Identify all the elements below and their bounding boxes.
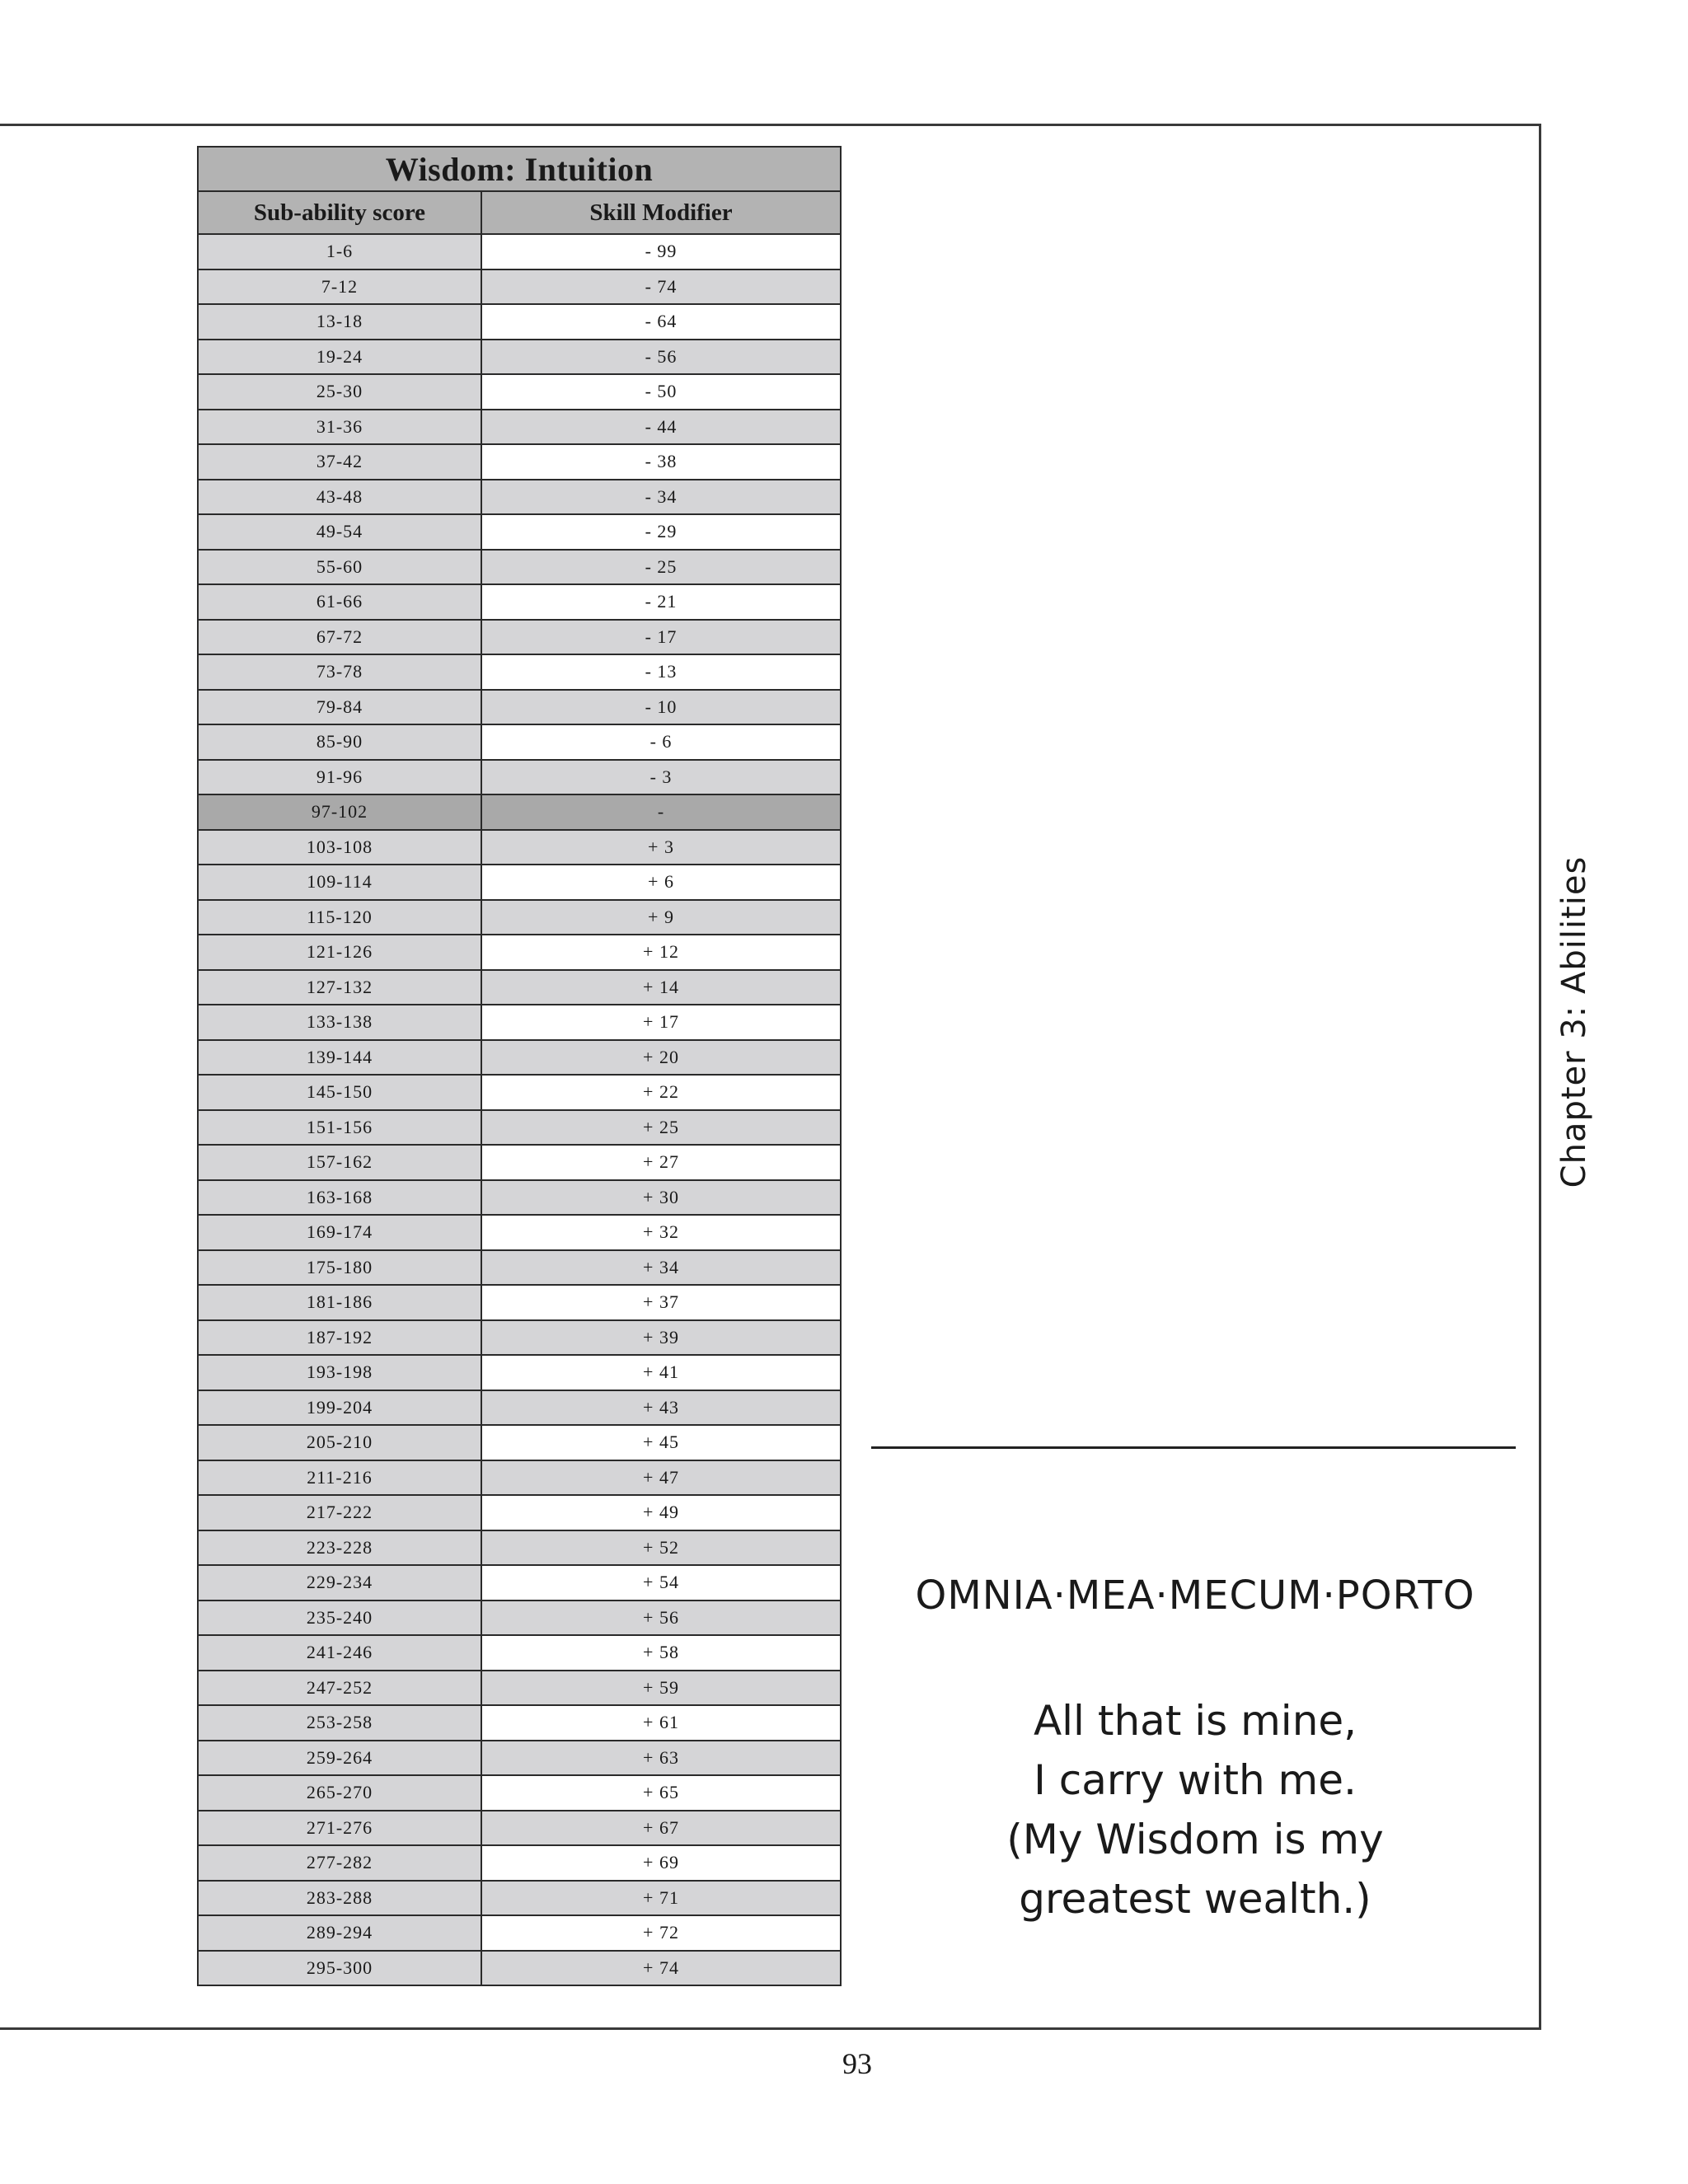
skill-modifier-cell: - 29 bbox=[481, 514, 841, 550]
skill-modifier-cell: + 69 bbox=[481, 1845, 841, 1881]
skill-modifier-cell: - 13 bbox=[481, 654, 841, 690]
table-row bbox=[198, 1881, 841, 1916]
score-range-cell: 109-114 bbox=[198, 865, 481, 900]
table-body bbox=[198, 234, 841, 1985]
skill-modifier-cell: + 72 bbox=[481, 1915, 841, 1951]
skill-modifier-cell: + 30 bbox=[481, 1180, 841, 1216]
score-range-cell: 31-36 bbox=[198, 410, 481, 445]
score-range-cell: 211-216 bbox=[198, 1460, 481, 1496]
score-range-cell: 205-210 bbox=[198, 1425, 481, 1460]
score-range-cell: 151-156 bbox=[198, 1110, 481, 1146]
table-row bbox=[198, 760, 841, 795]
score-range-cell: 13-18 bbox=[198, 304, 481, 340]
score-range-cell: 121-126 bbox=[198, 935, 481, 970]
table-row bbox=[198, 1460, 841, 1496]
wisdom-intuition-table bbox=[197, 146, 842, 1986]
score-range-cell: 19-24 bbox=[198, 340, 481, 375]
score-range-cell: 61-66 bbox=[198, 584, 481, 620]
score-range-cell: 199-204 bbox=[198, 1390, 481, 1426]
motto-translation bbox=[857, 1691, 1533, 1929]
table-title: Wisdom: Intuition bbox=[198, 147, 841, 191]
score-range-cell: 217-222 bbox=[198, 1495, 481, 1530]
table-row bbox=[198, 1565, 841, 1601]
table-row bbox=[198, 1040, 841, 1076]
table-row bbox=[198, 1110, 841, 1146]
score-range-cell: 25-30 bbox=[198, 374, 481, 410]
table-row bbox=[198, 830, 841, 865]
page-frame-top-rule bbox=[0, 124, 1541, 126]
table-title-row bbox=[198, 147, 841, 191]
score-range-cell: 289-294 bbox=[198, 1915, 481, 1951]
table-row bbox=[198, 1811, 841, 1846]
score-range-cell: 193-198 bbox=[198, 1355, 481, 1390]
skill-modifier-cell: + 61 bbox=[481, 1705, 841, 1741]
skill-modifier-cell: + 49 bbox=[481, 1495, 841, 1530]
skill-modifier-cell: - 6 bbox=[481, 724, 841, 760]
score-range-cell: 271-276 bbox=[198, 1811, 481, 1846]
table-row bbox=[198, 269, 841, 305]
skill-modifier-cell: + 56 bbox=[481, 1601, 841, 1636]
skill-modifier-cell: + 43 bbox=[481, 1390, 841, 1426]
table-row bbox=[198, 654, 841, 690]
score-range-cell: 253-258 bbox=[198, 1705, 481, 1741]
skill-modifier-cell: + 37 bbox=[481, 1285, 841, 1320]
table-row bbox=[198, 444, 841, 480]
wisdom-intuition-table-container bbox=[197, 146, 840, 1986]
table-row bbox=[198, 620, 841, 655]
column-header-score: Sub-ability score bbox=[198, 191, 481, 234]
score-range-cell: 139-144 bbox=[198, 1040, 481, 1076]
skill-modifier-cell: + 45 bbox=[481, 1425, 841, 1460]
chapter-label-text: Chapter 3: Abilities bbox=[1555, 855, 1593, 1188]
score-range-cell: 43-48 bbox=[198, 480, 481, 515]
score-range-cell: 265-270 bbox=[198, 1775, 481, 1811]
score-range-cell: 7-12 bbox=[198, 269, 481, 305]
score-range-cell: 115-120 bbox=[198, 900, 481, 935]
score-range-cell: 235-240 bbox=[198, 1601, 481, 1636]
skill-modifier-cell: + 39 bbox=[481, 1320, 841, 1356]
skill-modifier-cell: + 65 bbox=[481, 1775, 841, 1811]
score-range-cell: 1-6 bbox=[198, 234, 481, 269]
score-range-cell: 283-288 bbox=[198, 1881, 481, 1916]
table-row bbox=[198, 304, 841, 340]
skill-modifier-cell: + 6 bbox=[481, 865, 841, 900]
skill-modifier-cell: + 54 bbox=[481, 1565, 841, 1601]
table-row bbox=[198, 1250, 841, 1286]
skill-modifier-cell: + 25 bbox=[481, 1110, 841, 1146]
skill-modifier-cell: + 52 bbox=[481, 1530, 841, 1566]
score-range-cell: 295-300 bbox=[198, 1951, 481, 1986]
skill-modifier-cell: + 27 bbox=[481, 1145, 841, 1180]
skill-modifier-cell: - 56 bbox=[481, 340, 841, 375]
table-row bbox=[198, 1495, 841, 1530]
score-range-cell: 223-228 bbox=[198, 1530, 481, 1566]
table-row bbox=[198, 340, 841, 375]
skill-modifier-cell: + 58 bbox=[481, 1635, 841, 1671]
skill-modifier-cell: + 14 bbox=[481, 970, 841, 1005]
skill-modifier-cell: - 50 bbox=[481, 374, 841, 410]
table-row bbox=[198, 1705, 841, 1741]
skill-modifier-cell: - 44 bbox=[481, 410, 841, 445]
skill-modifier-cell: - 10 bbox=[481, 690, 841, 725]
skill-modifier-cell: + 59 bbox=[481, 1671, 841, 1706]
translation-line: greatest wealth.) bbox=[1019, 1875, 1372, 1923]
skill-modifier-cell: - 34 bbox=[481, 480, 841, 515]
score-range-cell: 163-168 bbox=[198, 1180, 481, 1216]
table-row bbox=[198, 1180, 841, 1216]
table-row bbox=[198, 1145, 841, 1180]
skill-modifier-cell: + 34 bbox=[481, 1250, 841, 1286]
table-row bbox=[198, 374, 841, 410]
table-row bbox=[198, 1671, 841, 1706]
skill-modifier-cell: + 67 bbox=[481, 1811, 841, 1846]
score-range-cell: 247-252 bbox=[198, 1671, 481, 1706]
table-row bbox=[198, 1285, 841, 1320]
score-range-cell: 79-84 bbox=[198, 690, 481, 725]
page-frame-right-rule bbox=[1539, 124, 1541, 2030]
skill-modifier-cell: + 9 bbox=[481, 900, 841, 935]
score-range-cell: 127-132 bbox=[198, 970, 481, 1005]
score-range-cell: 259-264 bbox=[198, 1741, 481, 1776]
table-row bbox=[198, 1355, 841, 1390]
score-range-cell: 157-162 bbox=[198, 1145, 481, 1180]
skill-modifier-cell: - 25 bbox=[481, 550, 841, 585]
translation-line: I carry with me. bbox=[1034, 1756, 1357, 1804]
table-row bbox=[198, 935, 841, 970]
skill-modifier-cell: + 12 bbox=[481, 935, 841, 970]
score-range-cell: 133-138 bbox=[198, 1005, 481, 1040]
score-range-cell: 97-102 bbox=[198, 794, 481, 830]
skill-modifier-cell: + 17 bbox=[481, 1005, 841, 1040]
score-range-cell: 181-186 bbox=[198, 1285, 481, 1320]
table-row bbox=[198, 865, 841, 900]
score-range-cell: 55-60 bbox=[198, 550, 481, 585]
table-row bbox=[198, 1845, 841, 1881]
score-range-cell: 187-192 bbox=[198, 1320, 481, 1356]
table-row bbox=[198, 1075, 841, 1110]
section-divider-rule bbox=[871, 1446, 1516, 1449]
skill-modifier-cell: - 21 bbox=[481, 584, 841, 620]
table-row bbox=[198, 970, 841, 1005]
skill-modifier-cell: - 99 bbox=[481, 234, 841, 269]
table-header-row bbox=[198, 191, 841, 234]
skill-modifier-cell: + 32 bbox=[481, 1215, 841, 1250]
table-row bbox=[198, 480, 841, 515]
score-range-cell: 67-72 bbox=[198, 620, 481, 655]
table-row bbox=[198, 410, 841, 445]
table-row bbox=[198, 1635, 841, 1671]
translation-line: All that is mine, bbox=[1033, 1697, 1357, 1745]
table-row bbox=[198, 690, 841, 725]
table-row bbox=[198, 1530, 841, 1566]
skill-modifier-cell: - 3 bbox=[481, 760, 841, 795]
score-range-cell: 241-246 bbox=[198, 1635, 481, 1671]
skill-modifier-cell: + 3 bbox=[481, 830, 841, 865]
latin-motto: OMNIA·MEA·MECUM·PORTO bbox=[915, 1572, 1475, 1619]
score-range-cell: 37-42 bbox=[198, 444, 481, 480]
skill-modifier-cell: + 22 bbox=[481, 1075, 841, 1110]
score-range-cell: 91-96 bbox=[198, 760, 481, 795]
table-row bbox=[198, 1215, 841, 1250]
column-header-modifier: Skill Modifier bbox=[481, 191, 841, 234]
page-frame-bottom-rule bbox=[0, 2027, 1541, 2030]
table-row bbox=[198, 724, 841, 760]
translation-line: (My Wisdom is my bbox=[1006, 1816, 1384, 1863]
score-range-cell: 169-174 bbox=[198, 1215, 481, 1250]
skill-modifier-cell: - bbox=[481, 794, 841, 830]
score-range-cell: 49-54 bbox=[198, 514, 481, 550]
table-row bbox=[198, 1320, 841, 1356]
table-row bbox=[198, 1951, 841, 1986]
table-row bbox=[198, 1775, 841, 1811]
score-range-cell: 229-234 bbox=[198, 1565, 481, 1601]
table-row bbox=[198, 900, 841, 935]
page-number: 93 bbox=[842, 2047, 872, 2080]
score-range-cell: 145-150 bbox=[198, 1075, 481, 1110]
skill-modifier-cell: + 47 bbox=[481, 1460, 841, 1496]
skill-modifier-cell: + 20 bbox=[481, 1040, 841, 1076]
skill-modifier-cell: + 74 bbox=[481, 1951, 841, 1986]
table-row bbox=[198, 514, 841, 550]
table-row bbox=[198, 1005, 841, 1040]
skill-modifier-cell: - 17 bbox=[481, 620, 841, 655]
skill-modifier-cell: - 74 bbox=[481, 269, 841, 305]
skill-modifier-cell: + 63 bbox=[481, 1741, 841, 1776]
skill-modifier-cell: + 41 bbox=[481, 1355, 841, 1390]
skill-modifier-cell: - 64 bbox=[481, 304, 841, 340]
table-row bbox=[198, 1425, 841, 1460]
score-range-cell: 277-282 bbox=[198, 1845, 481, 1881]
table-row bbox=[198, 1601, 841, 1636]
table-row bbox=[198, 1915, 841, 1951]
table-row bbox=[198, 1390, 841, 1426]
table-row bbox=[198, 794, 841, 830]
table-row bbox=[198, 584, 841, 620]
score-range-cell: 175-180 bbox=[198, 1250, 481, 1286]
table-row bbox=[198, 550, 841, 585]
table-row bbox=[198, 234, 841, 269]
score-range-cell: 73-78 bbox=[198, 654, 481, 690]
score-range-cell: 85-90 bbox=[198, 724, 481, 760]
skill-modifier-cell: - 38 bbox=[481, 444, 841, 480]
skill-modifier-cell: + 71 bbox=[481, 1881, 841, 1916]
table-row bbox=[198, 1741, 841, 1776]
score-range-cell: 103-108 bbox=[198, 830, 481, 865]
